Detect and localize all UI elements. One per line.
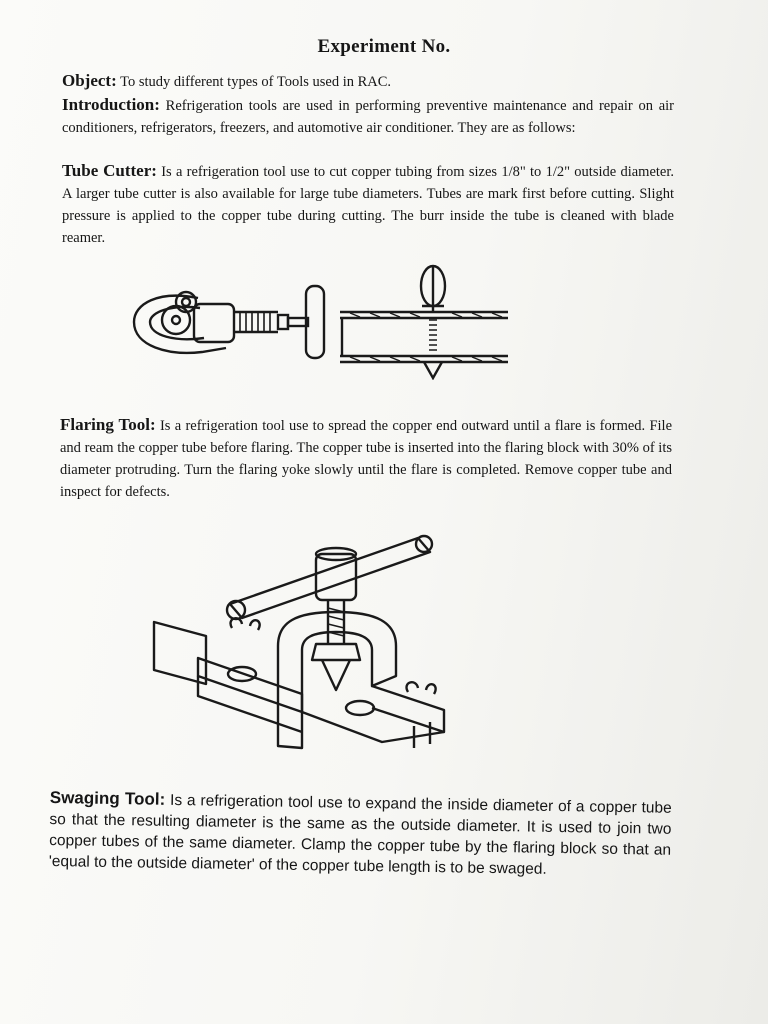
page-title: Experiment No. [317, 36, 451, 57]
tube-cutter-heading: Tube Cutter: [62, 161, 157, 180]
flaring-tool-text: Is a refrigeration tool use to spread the copper end outward until a flare is formed. File and ream the copper tube before flaring. The copper tube is inserted into the flaring block with 30% of its diameter protruding. Turn the flaring yoke slowly until the flare is completed. Remove copper tube and inspect for defects. [60, 418, 673, 500]
object-heading: Object: [62, 71, 117, 90]
swaging-tool-heading: Swaging Tool: [49, 787, 166, 809]
swaging-tool-section [49, 787, 672, 882]
flaring-tool-section [60, 414, 672, 503]
flaring-tool-heading: Flaring Tool: [60, 415, 156, 434]
flaring-tool-illustration [146, 526, 446, 766]
introduction-section [62, 94, 674, 139]
tube-cutter-text: Is a refrigeration tool use to cut copper tubing from sizes 1/8" to 1/2" outside diameter. A larger tube cutter is also available for large tube diameters. Tubes are mark first before cutting. Slight pressure is applied to the copper tube during cutting. The burr inside the tube is cleaned with blade reamer. [62, 164, 675, 246]
introduction-heading: Introduction: [62, 95, 160, 114]
tube-cutter-illustration [128, 260, 518, 380]
tube-cutter-section [62, 160, 674, 249]
introduction-text: Refrigeration tools are used in performing preventive maintenance and repair on air conditioners, refrigerators, freezers, and automotive air conditioner. They are as follows: [62, 98, 675, 136]
object-section [62, 70, 674, 93]
object-text: To study different types of Tools used in RAC. [120, 74, 392, 90]
swaging-tool-text: Is a refrigeration tool use to expand the inside diameter of a copper tube so that the resulting diameter is the same as the outside diameter. It is used to join two copper tubes of the same diameter. Clamp the copper tube by the flaring block so that an 'equal to the outside diameter' of the copper tube length is to be swaged. [48, 791, 672, 878]
